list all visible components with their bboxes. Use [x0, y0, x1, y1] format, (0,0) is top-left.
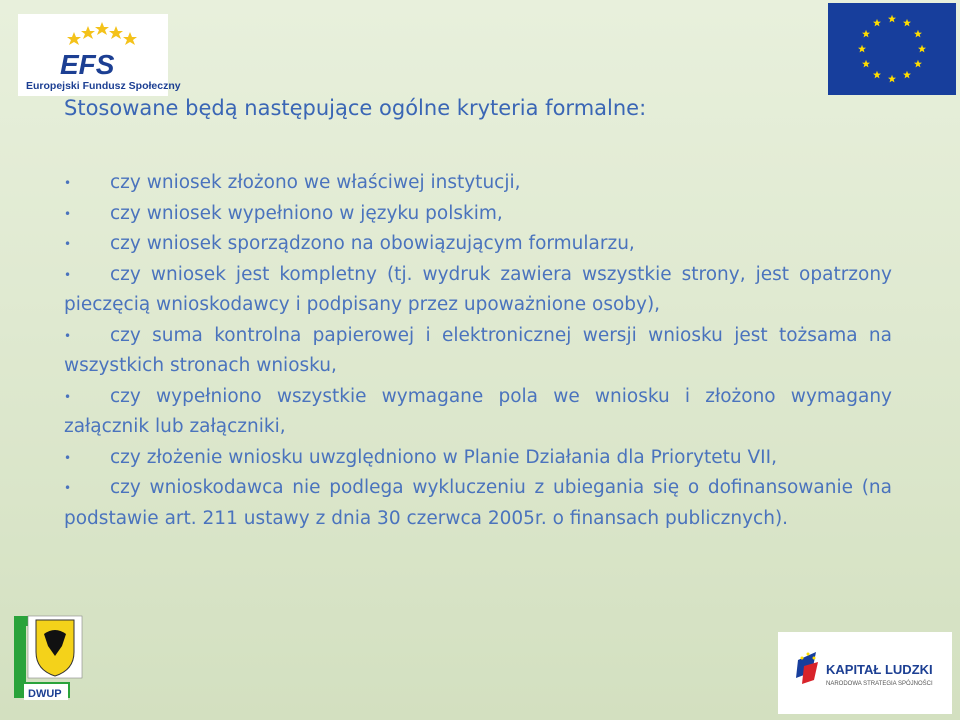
- efs-wordmark: EFS: [60, 49, 115, 80]
- bullet-icon: •: [64, 237, 72, 251]
- dwup-label: DWUP: [28, 688, 62, 700]
- criteria-list: [64, 168, 892, 534]
- list-item: • czy wniosek złożono we właściwej instytucji,: [64, 168, 892, 199]
- kl-title: KAPITAŁ LUDZKI: [826, 662, 933, 677]
- kapital-ludzki-logo: [778, 632, 952, 714]
- bullet-icon: •: [64, 481, 72, 495]
- list-item: • czy wnioskodawca nie podlega wykluczeniu z ubiegania się o dofinansowanie (na podstawie art. 211 ustawy z dnia 30 czerwca 2005r. o finansach publicznych).: [64, 473, 892, 534]
- list-item: • czy wniosek jest kompletny (tj. wydruk zawiera wszystkie strony, jest opatrzony pieczęcią wnioskodawcy i podpisany przez upoważnione osoby),: [64, 260, 892, 321]
- kl-subtitle: NARODOWA STRATEGIA SPÓJNOŚCI: [826, 681, 933, 687]
- efs-caption: Europejski Fundusz Społeczny: [26, 80, 181, 92]
- list-item: • czy złożenie wniosku uwzględniono w Planie Działania dla Priorytetu VII,: [64, 443, 892, 474]
- list-item: • czy wniosek sporządzono na obowiązującym formularzu,: [64, 229, 892, 260]
- bullet-icon: •: [64, 267, 72, 282]
- bullet-icon: •: [64, 176, 72, 190]
- dwup-logo: [10, 612, 86, 708]
- bullet-icon: •: [64, 206, 72, 221]
- list-item: • czy suma kontrolna papierowej i elektronicznej wersji wniosku jest tożsama na wszystkich stronach wniosku,: [64, 321, 892, 382]
- page-title: Stosowane będą następujące ogólne kryteria formalne:: [64, 96, 647, 120]
- eu-flag-icon: [828, 3, 956, 95]
- bullet-icon: •: [64, 328, 72, 343]
- list-item: • czy wniosek wypełniono w języku polskim,: [64, 199, 892, 230]
- bullet-icon: •: [64, 450, 72, 465]
- list-item: • czy wypełniono wszystkie wymagane pola we wniosku i złożono wymagany załącznik lub załączniki,: [64, 382, 892, 443]
- bullet-icon: •: [64, 389, 72, 404]
- efs-logo: [18, 14, 181, 96]
